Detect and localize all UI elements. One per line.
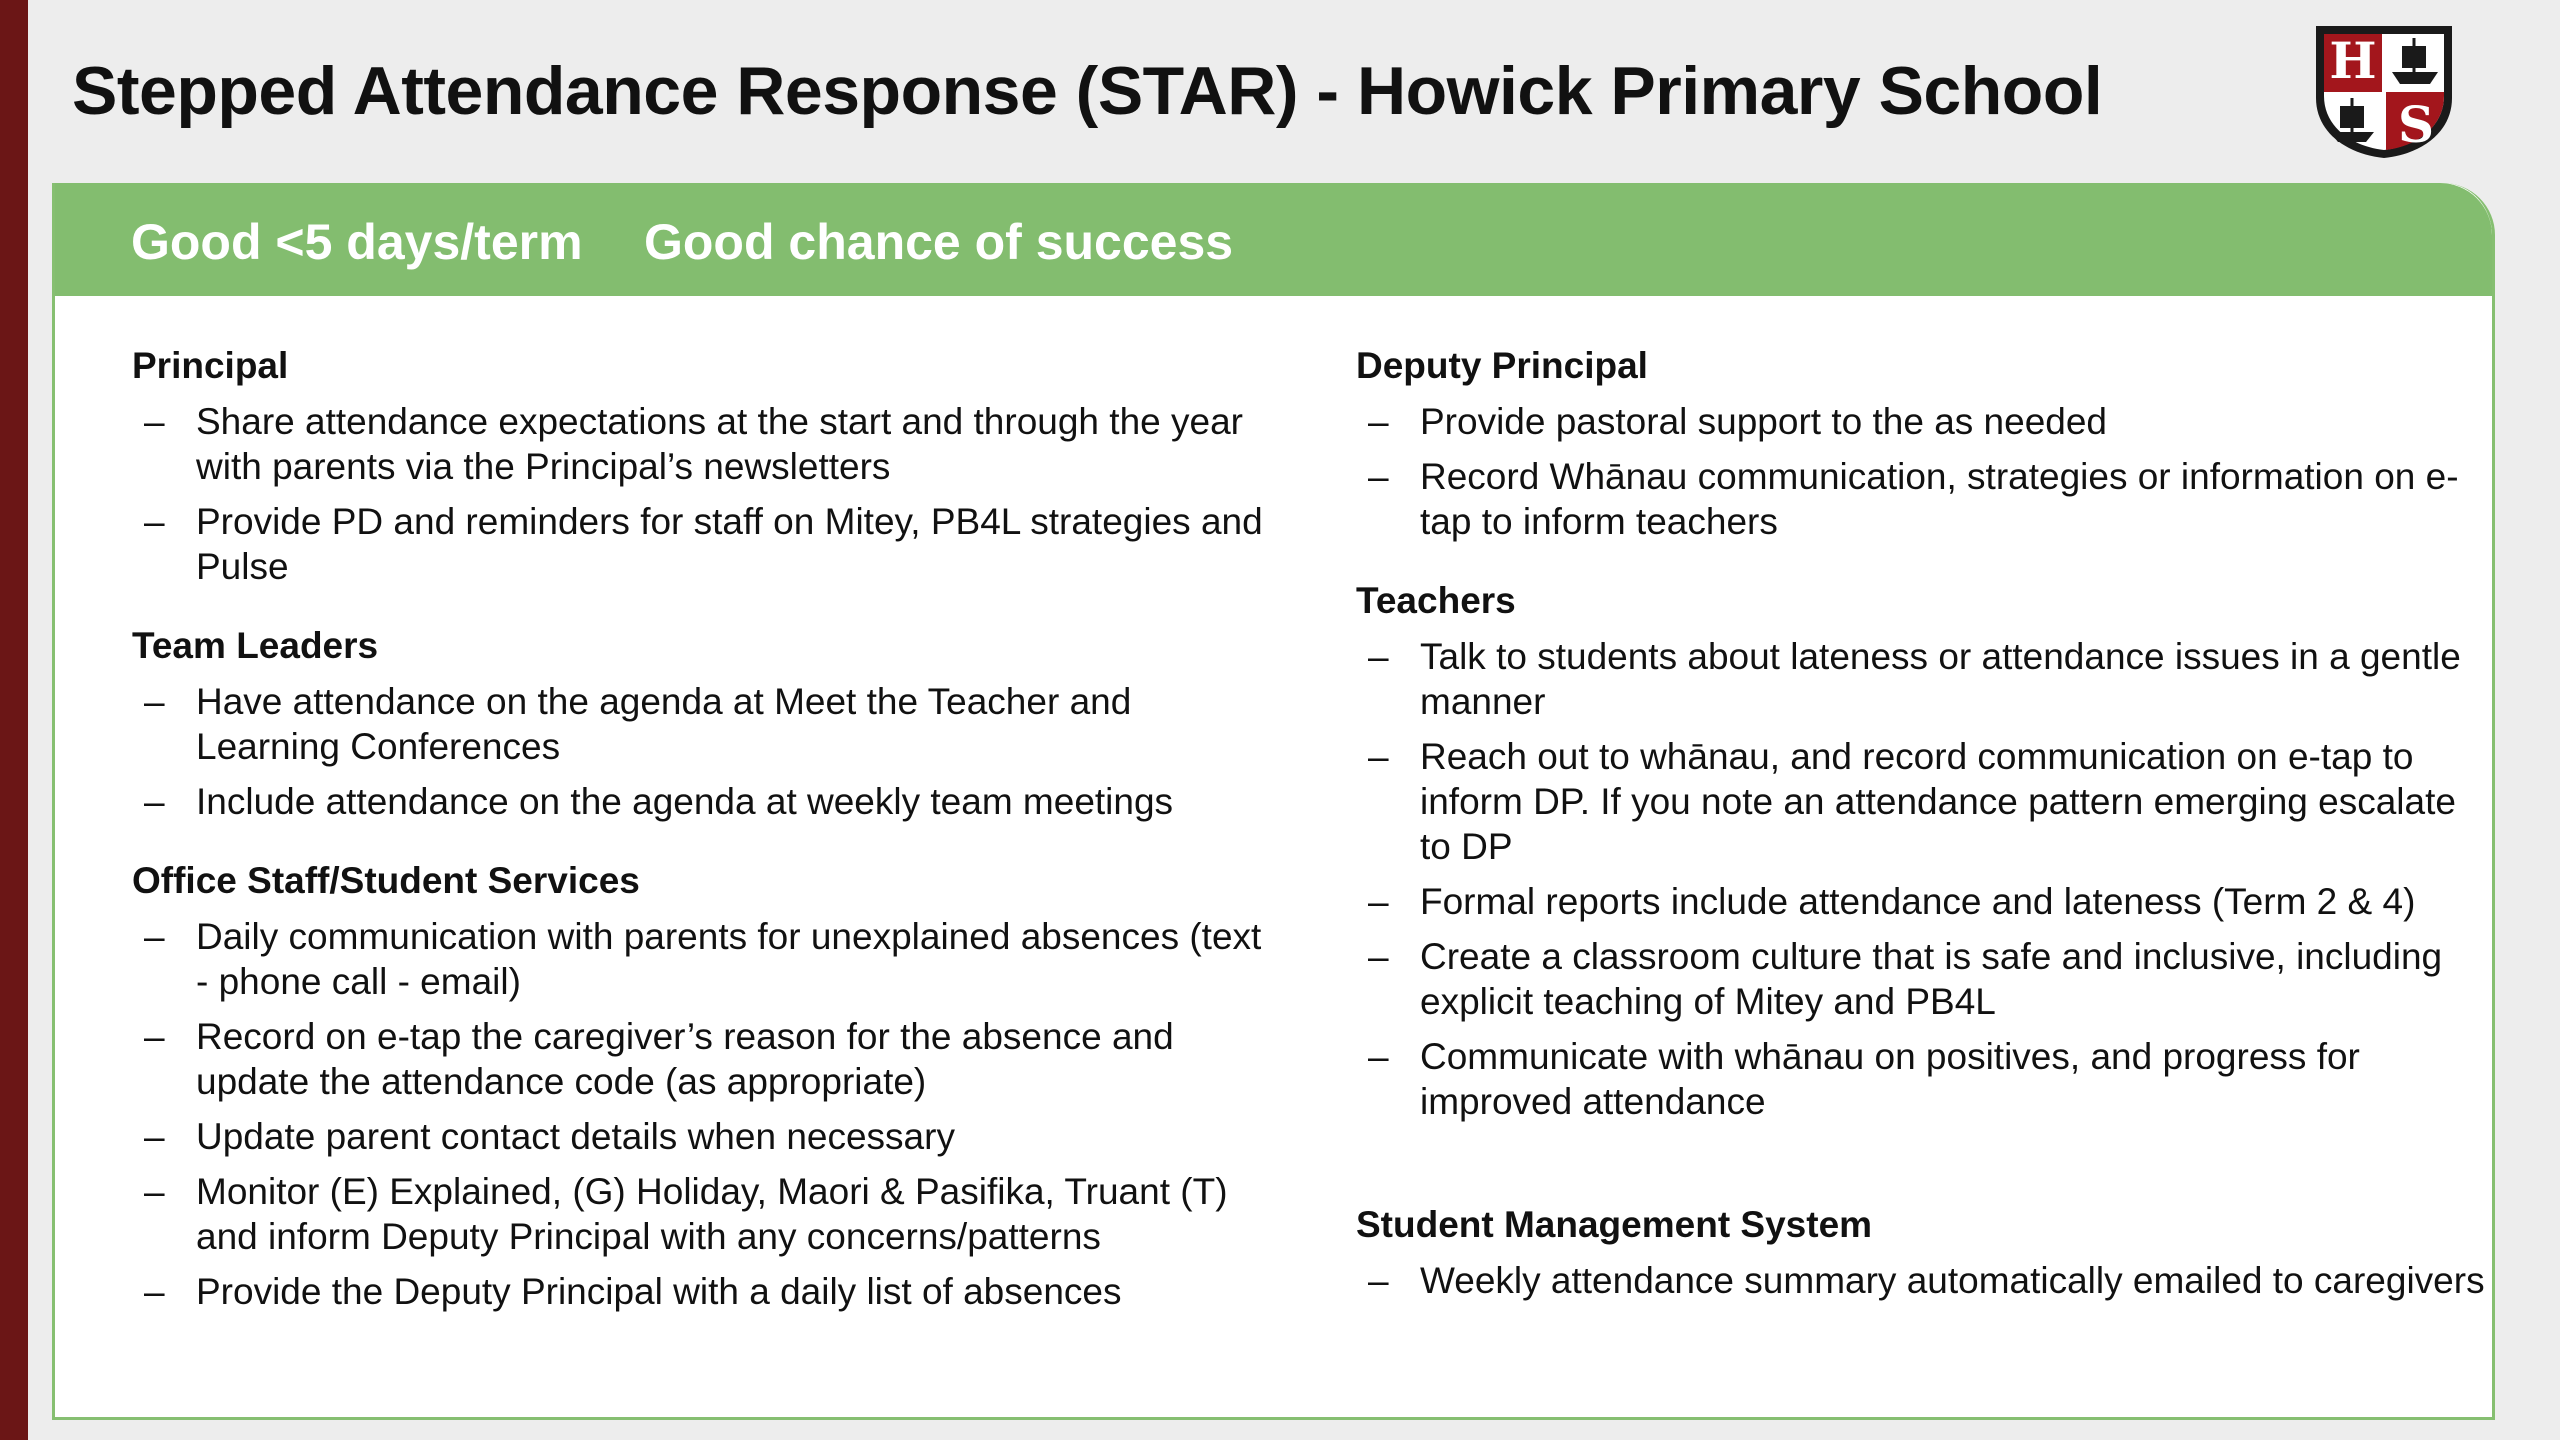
list-item: – Provide PD and reminders for staff on Mitey, PB4L strategies and Pulse xyxy=(132,499,1272,589)
section-principal xyxy=(132,343,1272,589)
section-heading: Principal xyxy=(132,345,289,386)
list-item: – Record Whānau communication, strategies or information on e-tap to inform teachers xyxy=(1356,454,2495,544)
page-title: Stepped Attendance Response (STAR) - Howick Primary School xyxy=(72,53,2103,129)
list-item: – Create a classroom culture that is safe and inclusive, including explicit teaching of Mitey and PB4L xyxy=(1356,934,2495,1024)
list-item: – Reach out to whānau, and record communication on e-tap to inform DP. If you note an attendance pattern emerging escalate to DP xyxy=(1356,734,2495,869)
level-banner xyxy=(55,183,2492,296)
section-office-staff xyxy=(132,858,1272,1314)
logo-letter-h: H xyxy=(2329,31,2377,90)
attendance-panel xyxy=(52,183,2495,1420)
list-item: – Record on e-tap the caregiver’s reason for the absence and update the attendance code (as appropriate) xyxy=(132,1014,1272,1104)
left-column xyxy=(132,343,1272,1324)
attendance-level: Good <5 days/term xyxy=(131,214,583,270)
section-deputy-principal xyxy=(1356,343,2495,544)
list-item: – Share attendance expectations at the start and through the year with parents via the Principal’s newsletters xyxy=(132,399,1272,489)
list-item: – Provide pastoral support to the as needed xyxy=(1356,399,2495,444)
right-column xyxy=(1356,343,2495,1313)
list-item: – Daily communication with parents for unexplained absences (text - phone call - email) xyxy=(132,914,1272,1004)
list-item: – Provide the Deputy Principal with a daily list of absences xyxy=(132,1269,1272,1314)
list-item: – Monitor (E) Explained, (G) Holiday, Maori & Pasifika, Truant (T) and inform Deputy Principal with any concerns/patterns xyxy=(132,1169,1272,1259)
section-heading: Teachers xyxy=(1356,580,1516,621)
left-accent-bar xyxy=(0,0,28,1440)
list-item: – Weekly attendance summary automatically emailed to caregivers xyxy=(1356,1258,2495,1303)
list-item: – Update parent contact details when necessary xyxy=(132,1114,1272,1159)
section-heading: Student Management System xyxy=(1356,1204,1873,1245)
list-item: – Talk to students about lateness or attendance issues in a gentle manner xyxy=(1356,634,2495,724)
section-heading: Office Staff/Student Services xyxy=(132,860,640,901)
school-crest-logo xyxy=(2310,20,2458,162)
logo-letter-s: S xyxy=(2397,95,2435,154)
list-item: – Formal reports include attendance and lateness (Term 2 & 4) xyxy=(1356,879,2495,924)
list-item: – Include attendance on the agenda at weekly team meetings xyxy=(132,779,1272,824)
section-teachers xyxy=(1356,578,2495,1124)
list-item: – Communicate with whānau on positives, and progress for improved attendance xyxy=(1356,1034,2495,1124)
section-heading: Team Leaders xyxy=(132,625,379,666)
section-team-leaders xyxy=(132,623,1272,824)
success-outlook: Good chance of success xyxy=(644,214,1234,270)
section-heading: Deputy Principal xyxy=(1356,345,1648,386)
section-student-management-system xyxy=(1356,1202,2495,1303)
list-item: – Have attendance on the agenda at Meet the Teacher and Learning Conferences xyxy=(132,679,1272,769)
